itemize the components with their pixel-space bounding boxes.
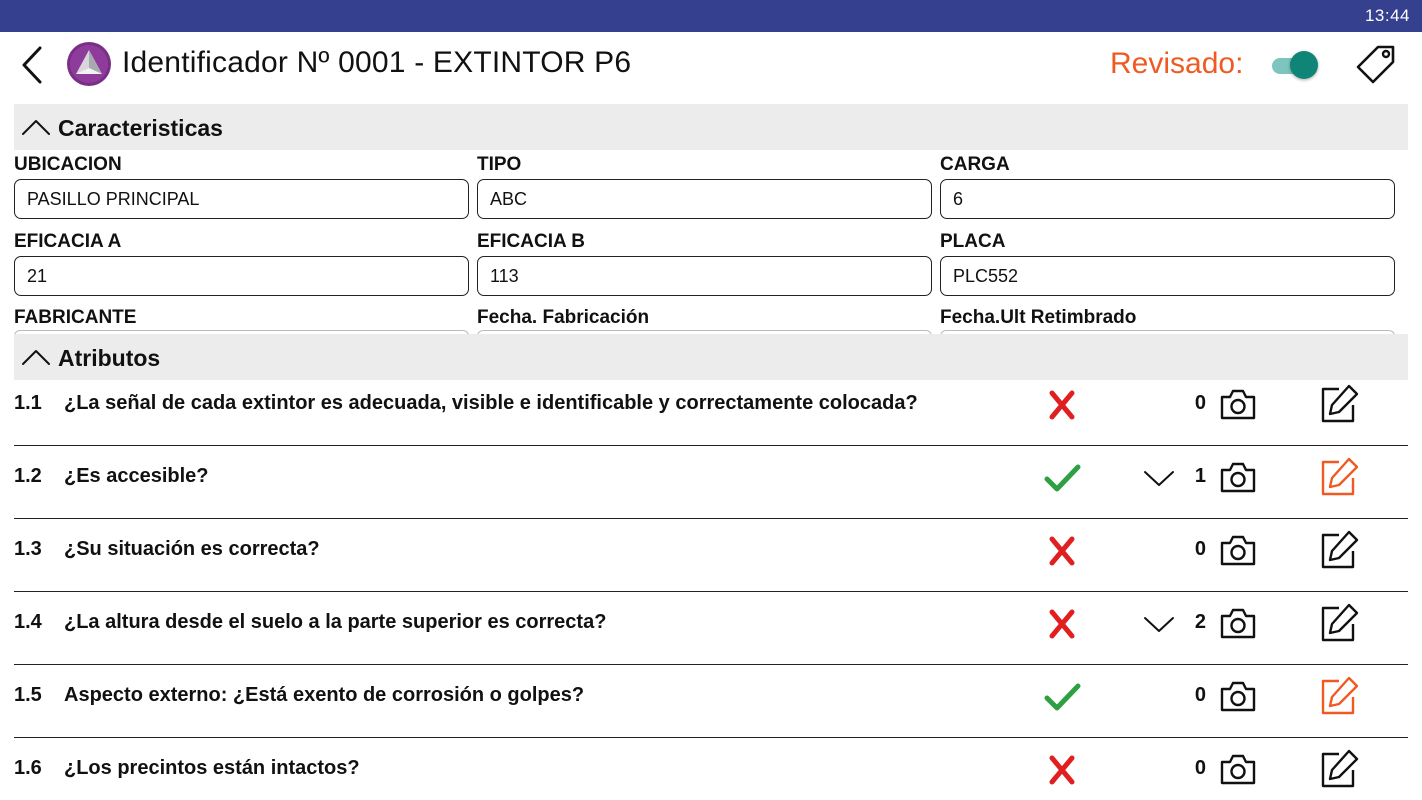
fabricante-label: FABRICANTE xyxy=(14,307,137,328)
eficacia-b-label: EFICACIA B xyxy=(477,231,586,252)
photo-count: 0 xyxy=(1194,392,1206,414)
page-title: Identificador Nº 0001 - EXTINTOR P6 xyxy=(122,46,632,79)
camera-icon[interactable] xyxy=(1218,677,1258,715)
placa-label: PLACA xyxy=(940,231,1006,252)
edit-icon[interactable] xyxy=(1316,601,1360,645)
cross-icon[interactable] xyxy=(1042,387,1082,423)
photo-count: 1 xyxy=(1194,465,1206,487)
attribute-number: 1.3 xyxy=(14,538,42,560)
cross-icon[interactable] xyxy=(1042,606,1082,642)
camera-icon[interactable] xyxy=(1218,385,1258,423)
edit-icon[interactable] xyxy=(1316,528,1360,572)
edit-icon[interactable] xyxy=(1316,747,1360,791)
attribute-row xyxy=(14,373,1408,446)
edit-icon[interactable] xyxy=(1316,455,1360,499)
eficacia-b-field[interactable] xyxy=(477,256,932,296)
chevron-up-icon xyxy=(20,113,52,141)
characteristics-section-header[interactable] xyxy=(14,104,1408,150)
photo-count: 2 xyxy=(1194,611,1206,633)
attribute-question: ¿Los precintos están intactos? xyxy=(64,757,360,779)
attribute-question: ¿La señal de cada extintor es adecuada, visible e identificable y correctamente colocada? xyxy=(64,392,918,414)
photo-count: 0 xyxy=(1194,757,1206,779)
attribute-row xyxy=(14,446,1408,519)
attribute-question: Aspecto externo: ¿Está exento de corrosión o golpes? xyxy=(64,684,585,706)
attribute-number: 1.1 xyxy=(14,392,42,414)
chevron-down-icon[interactable] xyxy=(1142,611,1176,637)
camera-icon[interactable] xyxy=(1218,604,1258,642)
fecha-ult-retimbrado-label: Fecha.Ult Retimbrado xyxy=(940,307,1137,328)
attribute-row xyxy=(14,592,1408,665)
attribute-number: 1.2 xyxy=(14,465,42,487)
chevron-down-icon[interactable] xyxy=(1142,465,1176,491)
check-icon[interactable] xyxy=(1042,679,1082,715)
attributes-title: Atributos xyxy=(58,345,161,371)
attribute-number: 1.5 xyxy=(14,684,42,706)
status-time: 13:44 xyxy=(1364,6,1410,25)
status-bar xyxy=(0,0,1422,32)
tag-button[interactable] xyxy=(1352,40,1400,88)
attribute-row xyxy=(14,738,1408,800)
camera-icon[interactable] xyxy=(1218,458,1258,496)
placa-field[interactable] xyxy=(940,256,1395,296)
toggle-thumb xyxy=(1290,51,1318,79)
edit-icon[interactable] xyxy=(1316,674,1360,718)
photo-count: 0 xyxy=(1194,538,1206,560)
revisado-label: Revisado: xyxy=(1110,47,1244,80)
tipo-field[interactable] xyxy=(477,179,932,219)
ubicacion-field[interactable] xyxy=(14,179,469,219)
app-bar xyxy=(0,32,1422,100)
photo-count: 0 xyxy=(1194,684,1206,706)
attribute-question: ¿Es accesible? xyxy=(64,465,209,487)
attribute-number: 1.4 xyxy=(14,611,42,633)
app-logo-icon xyxy=(66,41,112,87)
back-button[interactable] xyxy=(14,42,54,88)
chevron-up-icon xyxy=(20,343,52,371)
back-icon xyxy=(14,42,54,88)
check-icon[interactable] xyxy=(1042,460,1082,496)
attribute-row xyxy=(14,665,1408,738)
attribute-question: ¿La altura desde el suelo a la parte superior es correcta? xyxy=(64,611,607,633)
revisado-toggle[interactable] xyxy=(1266,50,1324,80)
camera-icon[interactable] xyxy=(1218,531,1258,569)
cross-icon[interactable] xyxy=(1042,752,1082,788)
attribute-question: ¿Su situación es correcta? xyxy=(64,538,320,560)
characteristics-title: Caracteristicas xyxy=(58,115,223,141)
carga-field[interactable] xyxy=(940,179,1395,219)
attribute-number: 1.6 xyxy=(14,757,42,779)
eficacia-a-label: EFICACIA A xyxy=(14,231,122,252)
tag-icon xyxy=(1352,40,1400,88)
carga-label: CARGA xyxy=(940,154,1010,175)
attribute-row xyxy=(14,519,1408,592)
cross-icon[interactable] xyxy=(1042,533,1082,569)
eficacia-a-field[interactable] xyxy=(14,256,469,296)
edit-icon[interactable] xyxy=(1316,382,1360,426)
ubicacion-label: UBICACION xyxy=(14,154,122,175)
tipo-label: TIPO xyxy=(477,154,522,175)
fecha-fabricacion-label: Fecha. Fabricación xyxy=(477,307,650,328)
camera-icon[interactable] xyxy=(1218,750,1258,788)
